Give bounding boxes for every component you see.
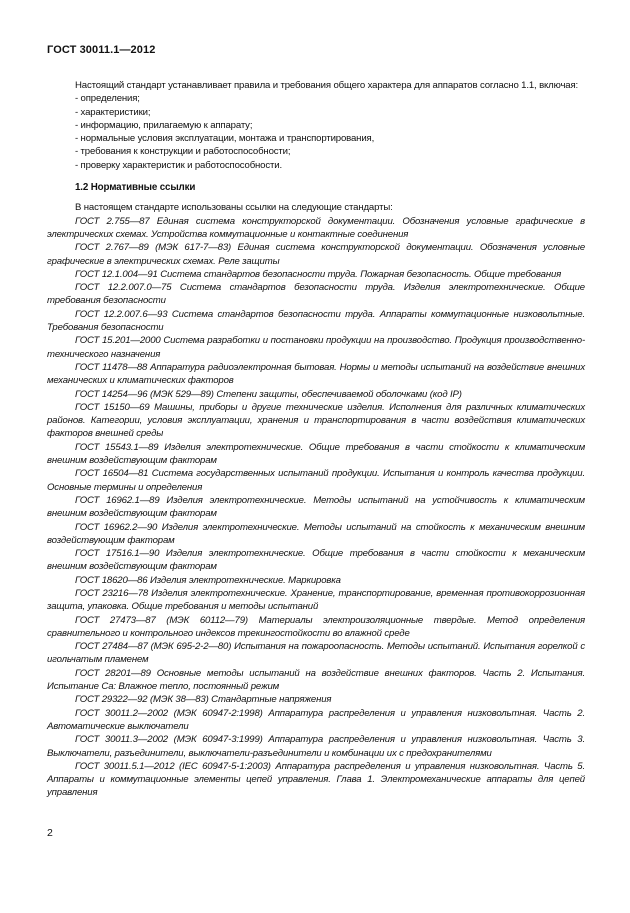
page-content xyxy=(47,79,585,800)
reference-item: ГОСТ 23216—78 Изделия электротехнические. Хранение, транспортирование, временная противокоррозионная защита, упаковка. Общие требования и методы испытаний xyxy=(47,587,585,613)
list-item: - проверку характеристик и работоспособности. xyxy=(75,159,282,171)
reference-item: ГОСТ 30011.3—2002 (МЭК 60947-3:1999) Аппаратура распределения и управления низковольтная. Часть 3. Выключатели, разъединители, выключатели-разъединители и комбинации их с предохранителями xyxy=(47,734,585,759)
reference-item: ГОСТ 2.755—87 Единая система конструкторской документации. Обозначения условные графические в электрических схемах. Устройства коммутационные и контактные соединения xyxy=(47,215,585,240)
reference-item: ГОСТ 29322—92 (МЭК 38—83) Стандартные напряжения xyxy=(75,694,332,706)
reference-item: ГОСТ 30011.2—2002 (МЭК 60947-2:1998) Аппаратура распределения и управления низковольтная. Часть 2. Автоматические выключатели xyxy=(47,707,585,732)
reference-item: ГОСТ 16962.1—89 Изделия электротехнические. Методы испытаний на устойчивость к климатическим внешним воздействующим факторам xyxy=(47,494,585,520)
page-number: 2 xyxy=(47,827,53,839)
list-item: - нормальные условия эксплуатации, монтажа и транспортирования, xyxy=(75,133,375,145)
document-header: ГОСТ 30011.1—2012 xyxy=(47,44,156,56)
section-title: 1.2 Нормативные ссылки xyxy=(75,182,196,194)
reference-item: ГОСТ 18620—86 Изделия электротехнические. Маркировка xyxy=(75,574,341,586)
references-intro: В настоящем стандарте использованы ссылки на следующие стандарты: xyxy=(75,202,393,214)
reference-item: ГОСТ 17516.1—90 Изделия электротехнические. Общие требования в части стойкости к механическим внешним воздействующим факторам xyxy=(47,548,585,573)
reference-item: ГОСТ 2.767—89 (МЭК 617-7—83) Единая система конструкторской документации. Обозначения условные графические в электрических схемах. Реле защиты xyxy=(47,242,585,267)
reference-item: ГОСТ 11478—88 Аппаратура радиоэлектронная бытовая. Нормы и методы испытаний на воздействие внешних механических и климатических факторов xyxy=(47,361,585,387)
intro-paragraph: Настоящий стандарт устанавливает правила и требования общего характера для аппаратов согласно 1.1, включая: xyxy=(75,80,579,91)
references-list xyxy=(47,215,585,800)
list-item: - информацию, прилагаемую к аппарату; xyxy=(75,119,253,131)
reference-item: ГОСТ 15.201—2000 Система разработки и постановки продукции на производство. Продукция производственно-технического назначения xyxy=(47,335,585,360)
reference-item: ГОСТ 15543.1—89 Изделия электротехнические. Общие требования в части стойкости к климатическим внешним воздействующим факторам xyxy=(47,441,585,467)
reference-item: ГОСТ 12.2.007.0—75 Система стандартов безопасности труда. Изделия электротехнические. Общие требования безопасности xyxy=(47,282,585,307)
list-item: - определения; xyxy=(75,93,140,105)
list-item: - требования к конструкции и работоспособности; xyxy=(75,146,291,158)
scope-list xyxy=(47,92,585,172)
reference-item: ГОСТ 30011.5.1—2012 (IEC 60947-5-1:2003) Аппаратура распределения и управления низковольтная. Часть 5. Аппараты и коммутационные элементы цепей управления. Глава 1. Электромеханические аппараты для цепей управления xyxy=(47,760,585,799)
reference-item: ГОСТ 12.2.007.6—93 Система стандартов безопасности труда. Аппараты коммутационные низковольтные. Требования безопасности xyxy=(47,308,585,334)
reference-item: ГОСТ 28201—89 Основные методы испытаний на воздействие внешних факторов. Часть 2. Испытания. Испытание Са: Влажное тепло, постоянный режим xyxy=(47,667,585,693)
reference-item: ГОСТ 12.1.004—91 Система стандартов безопасности труда. Пожарная безопасность. Общие требования xyxy=(75,268,562,280)
reference-item: ГОСТ 16504—81 Система государственных испытаний продукции. Испытания и контроль качества продукции. Основные термины и определения xyxy=(47,468,585,493)
reference-item: ГОСТ 16962.2—90 Изделия электротехнические. Методы испытаний на стойкость к механическим внешним воздействующим факторам xyxy=(47,521,585,546)
reference-item: ГОСТ 27484—87 (МЭК 695-2-2—80) Испытания на пожароопасность. Методы испытаний. Испытания горелкой с игольчатым пламенем xyxy=(47,641,585,666)
reference-item: ГОСТ 14254—96 (МЭК 529—89) Степени защиты, обеспечиваемой оболочками (код IP) xyxy=(75,388,462,400)
reference-item: ГОСТ 27473—87 (МЭК 60112—79) Материалы электроизоляционные твердые. Метод определения сравнительного и контрольного индексов трекингостойкости во влажной среде xyxy=(47,614,585,639)
reference-item: ГОСТ 15150—69 Машины, приборы и другие технические изделия. Исполнения для различных климатических районов. Категории, условия эксплуатации, хранения и транспортирования в части воздействия климатических факторов внешней среды xyxy=(47,401,585,440)
list-item: - характеристики; xyxy=(75,106,151,118)
